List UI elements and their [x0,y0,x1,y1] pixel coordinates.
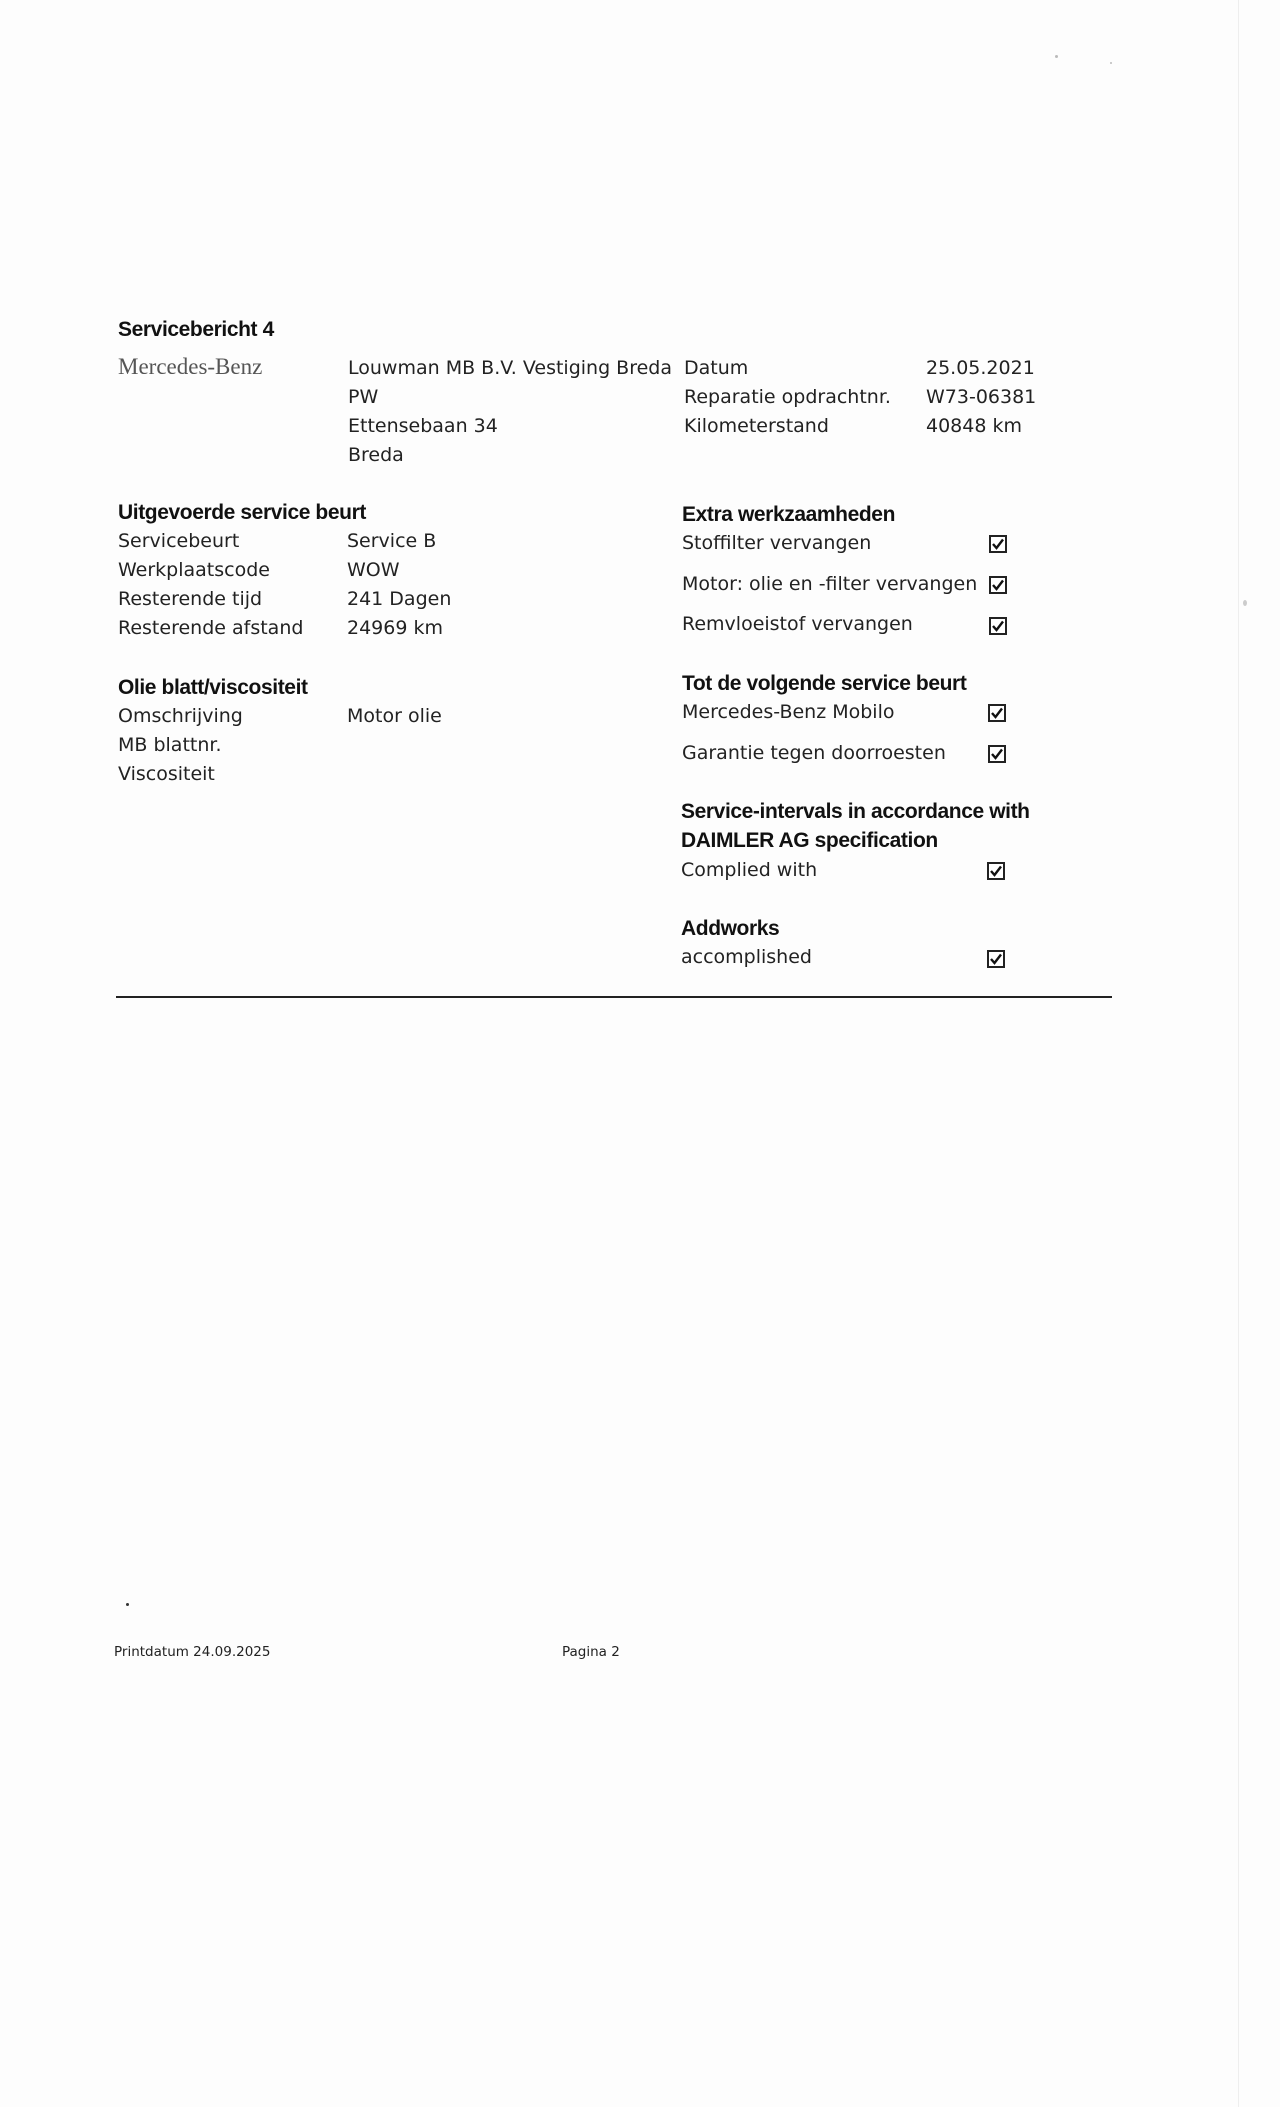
scan-speck [126,1603,129,1606]
meta-label-order: Reparatie opdrachtnr. [684,386,891,408]
checkmark-icon [989,864,1003,878]
next-item-checkbox[interactable] [988,745,1006,763]
service-label: Resterende afstand [118,617,304,639]
checkmark-icon [990,706,1004,720]
next-item-label: Garantie tegen doorroesten [682,742,946,764]
next-item-label: Mercedes-Benz Mobilo [682,701,895,723]
service-value: 241 Dagen [347,588,452,610]
checkmark-icon [989,952,1003,966]
service-label: Werkplaatscode [118,559,270,581]
dealer-street: Ettensebaan 34 [348,415,498,437]
dealer-city: Breda [348,444,404,466]
oil-heading: Olie blatt/viscositeit [118,676,308,699]
scan-speck [1055,55,1058,58]
oil-label: Omschrijving [118,705,243,727]
scan-speck [1243,600,1247,606]
addworks-item-checkbox[interactable] [987,950,1005,968]
checkmark-icon [990,747,1004,761]
intervals-item-label: Complied with [681,859,818,881]
intervals-heading-line2: DAIMLER AG specification [681,829,938,852]
service-value: WOW [347,559,400,581]
service-label: Resterende tijd [118,588,263,610]
intervals-item-checkbox[interactable] [987,862,1005,880]
page-number: Pagina 2 [562,1644,620,1660]
service-value: 24969 km [347,617,443,639]
extra-item-label: Stoffilter vervangen [682,532,872,554]
oil-label: Viscositeit [118,763,215,785]
extra-item-checkbox[interactable] [989,535,1007,553]
meta-label-date: Datum [684,357,749,379]
oil-value: Motor olie [347,705,442,727]
service-value: Service B [347,530,437,552]
scan-speck [1110,62,1112,64]
dealer-line2: PW [348,386,379,408]
report-title: Servicebericht 4 [118,318,274,341]
service-label: Servicebeurt [118,530,240,552]
brand-name: Mercedes-Benz [118,354,263,379]
addworks-heading: Addworks [681,917,780,940]
checkmark-icon [991,537,1005,551]
next-heading: Tot de volgende service beurt [682,672,967,695]
oil-label: MB blattnr. [118,734,222,756]
meta-value-order: W73-06381 [926,386,1037,408]
extra-item-label: Remvloeistof vervangen [682,613,913,635]
meta-label-mileage: Kilometerstand [684,415,829,437]
dealer-name: Louwman MB B.V. Vestiging Breda [348,357,673,379]
checkmark-icon [991,619,1005,633]
extra-item-checkbox[interactable] [989,617,1007,635]
meta-value-date: 25.05.2021 [926,357,1035,379]
print-date: Printdatum 24.09.2025 [114,1644,271,1660]
checkmark-icon [991,578,1005,592]
section-divider [116,996,1112,998]
extra-item-checkbox[interactable] [989,576,1007,594]
meta-value-mileage: 40848 km [926,415,1022,437]
extra-heading: Extra werkzaamheden [682,503,896,526]
service-heading: Uitgevoerde service beurt [118,501,366,524]
scan-edge-line [1238,0,1239,2107]
intervals-heading-line1: Service-intervals in accordance with [681,800,1030,823]
extra-item-label: Motor: olie en -filter vervangen [682,573,978,595]
next-item-checkbox[interactable] [988,704,1006,722]
addworks-item-label: accomplished [681,946,812,968]
